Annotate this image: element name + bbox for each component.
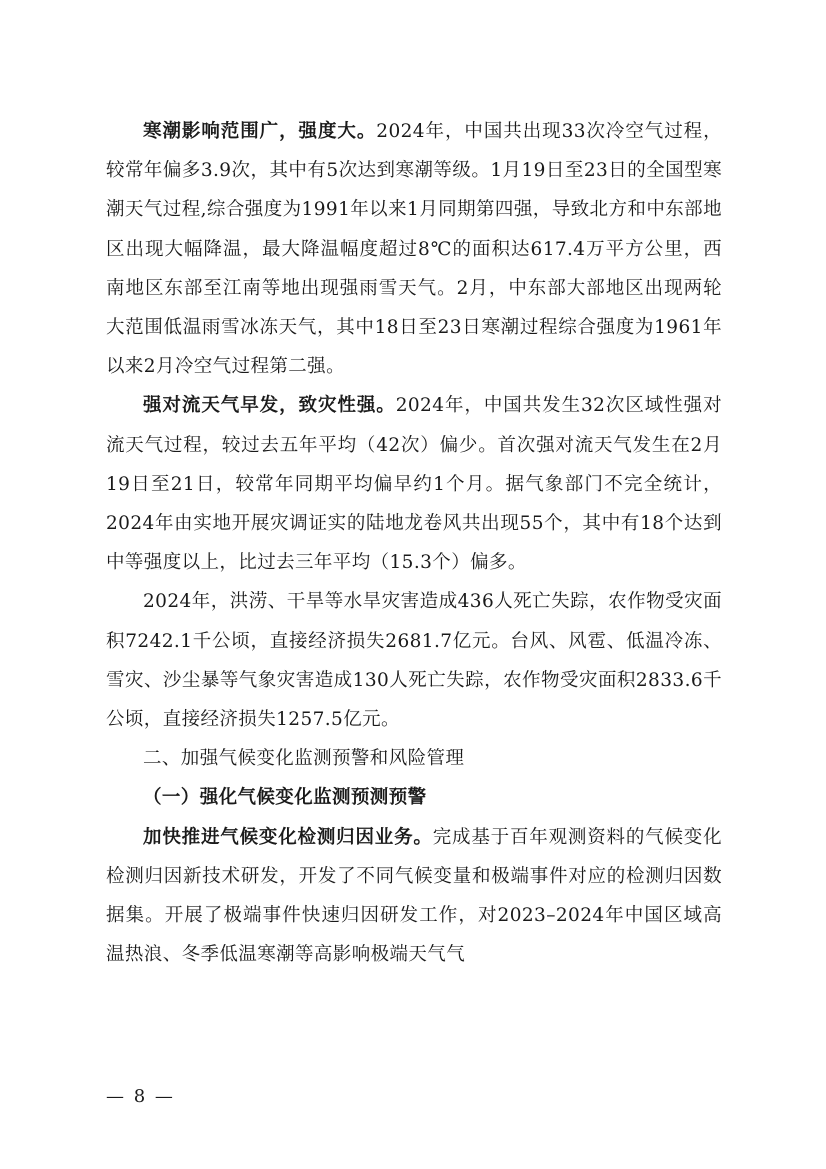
paragraph-attribution <box>106 818 722 975</box>
paragraph-body: 2024年，中国共发生32次区域性强对流天气过程，较过去五年平均（42次）偏少。首次强对流天气发生在2月19日至21日，较常年同期平均偏早约1个月。据气象部门不完全统计，2024年由实地开展灾调证实的陆地龙卷风共出现55个，其中有18个达到中等强度以上，比过去三年平均（15.3个）偏多。 <box>106 395 722 574</box>
page-number: — 8 — <box>106 1086 175 1107</box>
paragraph-body: 2024年，洪涝、干旱等水旱灾害造成436人死亡失踪，农作物受灾面积7242.1千公顷，直接经济损失2681.7亿元。台风、风雹、低温冷冻、雪灾、沙尘暴等气象灾害造成130人死亡失踪，农作物受灾面积2833.6千公顷，直接经济损失1257.5亿元。 <box>106 591 722 731</box>
paragraph-disaster-losses <box>106 582 722 739</box>
section-heading: 二、加强气候变化监测预警和风险管理 <box>143 748 465 770</box>
paragraph-cold-wave <box>106 112 722 386</box>
paragraph-lead: 强对流天气早发，致灾性强。 <box>143 395 396 417</box>
paragraph-lead: 加快推进气候变化检测归因业务。 <box>143 826 433 848</box>
paragraph-convective-weather <box>106 386 722 582</box>
subsection-heading: （一）强化气候变化监测预测预警 <box>143 787 427 809</box>
paragraph-body: 2024年，中国共出现33次冷空气过程，较常年偏多3.9次，其中有5次达到寒潮等级。1月19日至23日的全国型寒潮天气过程,综合强度为1991年以来1月同期第四强，导致北方和中东部地区出现大幅降温，最大降温幅度超过8℃的面积达617.4万平方公里，西南地区东部至江南等地出现强雨雪天气。2月，中东部大部地区出现两轮大范围低温雨雪冰冻天气，其中18日至23日寒潮过程综合强度为1961年以来2月冷空气过程第二强。 <box>106 121 722 378</box>
paragraph-body: 完成基于百年观测资料的气候变化检测归因新技术研发，开发了不同气候变量和极端事件对应的检测归因数据集。开展了极端事件快速归因研发工作，对2023–2024年中国区域高温热浪、冬季低温寒潮等高影响极端天气气 <box>106 826 722 966</box>
paragraph-lead: 寒潮影响范围广，强度大。 <box>143 121 377 142</box>
document-page <box>106 112 722 974</box>
